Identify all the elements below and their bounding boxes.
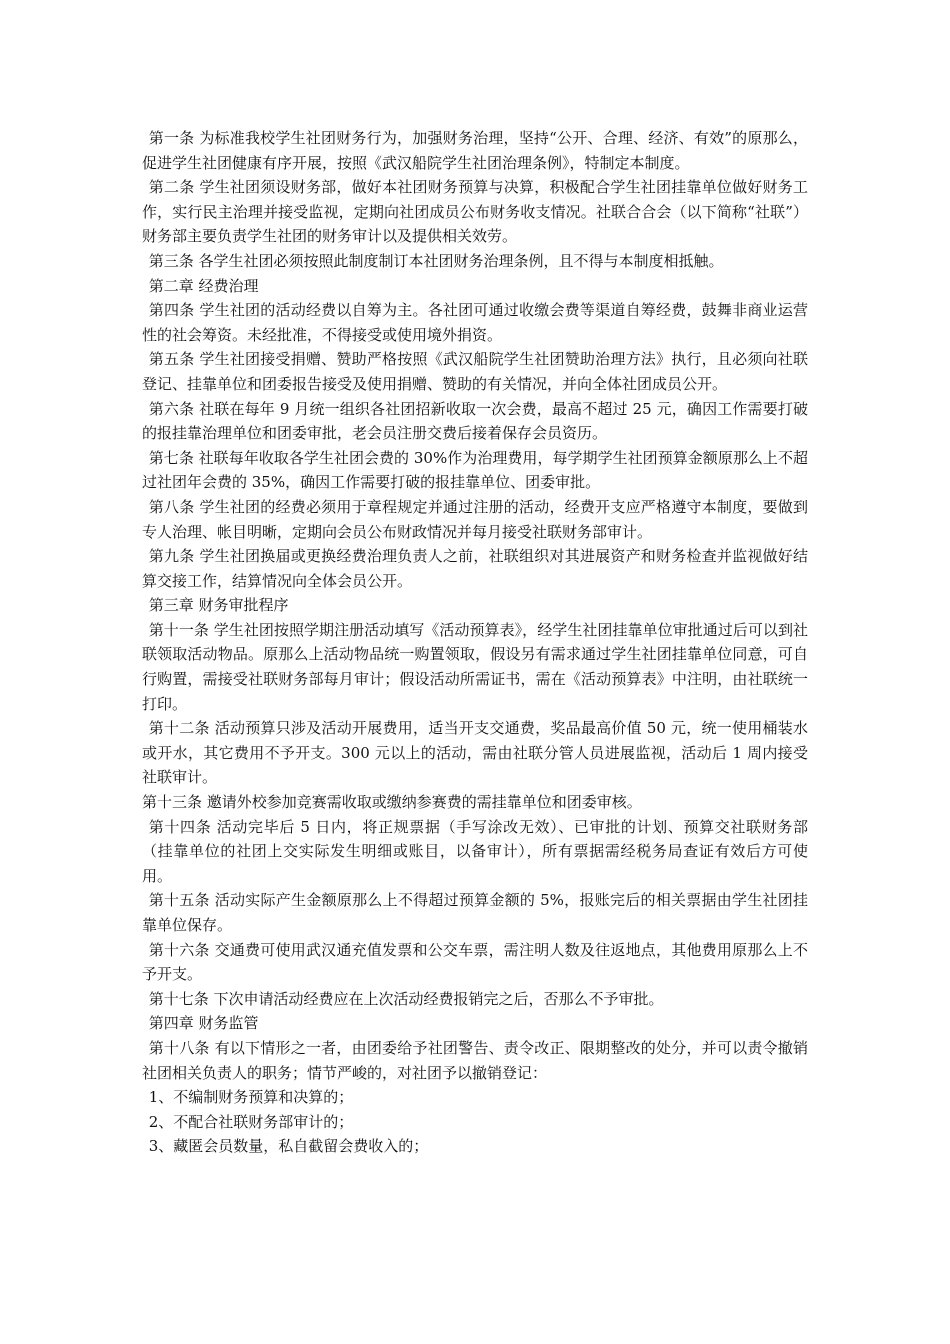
document-body	[142, 126, 808, 1159]
article-11: 第十一条 学生社团按照学期注册活动填写《活动预算表》，经学生社团挂靠单位审批通过后可以到社联领取活动物品。原那么上活动物品统一购置领取，假设另有需求通过学生社团挂靠单位同意，可自行购置，需接受社联财务部每月审计；假设活动所需证书，需在《活动预算表》中注明，由社联统一打印。	[142, 620, 808, 713]
list-item: 1、不编制财务预算和决算的；	[148, 1088, 354, 1107]
list-item: 2、不配合社联财务部审计的；	[148, 1112, 354, 1131]
article-8: 第八条 学生社团的经费必须用于章程规定并通过注册的活动，经费开支应严格遵守本制度，要做到专人治理、帐目明晰，定期向会员公布财政情况并每月接受社联财务部审计。	[142, 497, 808, 541]
article-7: 第七条 社联每年收取各学生社团会费的 30%作为治理费用，每学期学生社团预算金额原那么上不超过社团年会费的 35%，确因工作需要打破的报挂靠单位、团委审批。	[142, 448, 808, 492]
article-3: 第三条 各学生社团必须按照此制度制订本社团财务治理条例，且不得与本制度相抵触。	[148, 251, 724, 270]
article-5: 第五条 学生社团接受捐赠、赞助严格按照《武汉船院学生社团赞助治理方法》执行，且必须向社联登记、挂靠单位和团委报告接受及使用捐赠、赞助的有关情况，并向全体社团成员公开。	[142, 350, 808, 393]
chapter-4-heading: 第四章 财务监管	[148, 1014, 259, 1033]
chapter-3-heading: 第三章 财务审批程序	[148, 596, 289, 615]
chapter-2-heading: 第二章 经费治理	[148, 276, 259, 295]
article-15: 第十五条 活动实际产生金额原那么上不得超过预算金额的 5%，报账完后的相关票据由学生社团挂靠单位保存。	[142, 891, 808, 934]
article-13: 第十三条 邀请外校参加竞赛需收取或缴纳参赛费的需挂靠单位和团委审核。	[142, 793, 642, 812]
article-9: 第九条 学生社团换届或更换经费治理负责人之前，社联组织对其进展资产和财务检查并监视做好结算交接工作，结算情况向全体会员公开。	[142, 547, 808, 590]
article-6: 第六条 社联在每年 9 月统一组织各社团招新收取一次会费，最高不超过 25 元，确因工作需要打破的报挂靠治理单位和团委审批，老会员注册交费后接着保存会员资历。	[142, 399, 808, 443]
article-2: 第二条 学生社团须设财务部，做好本社团财务预算与决算，积极配合学生社团挂靠单位做好财务工作，实行民主治理并接受监视，定期向社团成员公布财务收支情况。社联合合会（以下简称“社联”）财务部主要负责学生社团的财务审计以及提供相关效劳。	[142, 178, 808, 246]
article-4: 第四条 学生社团的活动经费以自筹为主。各社团可通过收缴会费等渠道自筹经费，鼓舞非商业运营性的社会筹资。未经批准，不得接受或使用境外捐资。	[142, 301, 808, 344]
article-18: 第十八条 有以下情形之一者，由团委给予社团警告、责令改正、限期整改的处分，并可以责令撤销社团相关负责人的职务；情节严峻的，对社团予以撤销登记：	[142, 1038, 808, 1082]
article-17: 第十七条 下次申请活动经费应在上次活动经费报销完之后，否那么不予审批。	[148, 989, 664, 1008]
article-14: 第十四条 活动完毕后 5 日内，将正规票据（手写涂改无效）、已审批的计划、预算交社联财务部（挂靠单位的社团上交实际发生明细或账目，以备审计），所有票据需经税务局查证有效后方可使用。	[142, 817, 808, 885]
article-16: 第十六条 交通费可使用武汉通充值发票和公交车票，需注明人数及往返地点，其他费用原那么上不予开支。	[142, 940, 808, 984]
list-item: 3、藏匿会员数量，私自截留会费收入的；	[148, 1137, 429, 1156]
article-12: 第十二条 活动预算只涉及活动开展费用，适当开支交通费，奖品最高价值 50 元，统一使用桶装水或开水，其它费用不予开支。300 元以上的活动，需由社联分管人员进展监视，活动后 1 周内接受社联审计。	[142, 719, 808, 787]
article-1: 第一条 为标准我校学生社团财务行为，加强财务治理，坚持“公开、合理、经济、有效”的原那么，促进学生社团健康有序开展，按照《武汉船院学生社团治理条例》，特制定本制度。	[142, 129, 808, 172]
